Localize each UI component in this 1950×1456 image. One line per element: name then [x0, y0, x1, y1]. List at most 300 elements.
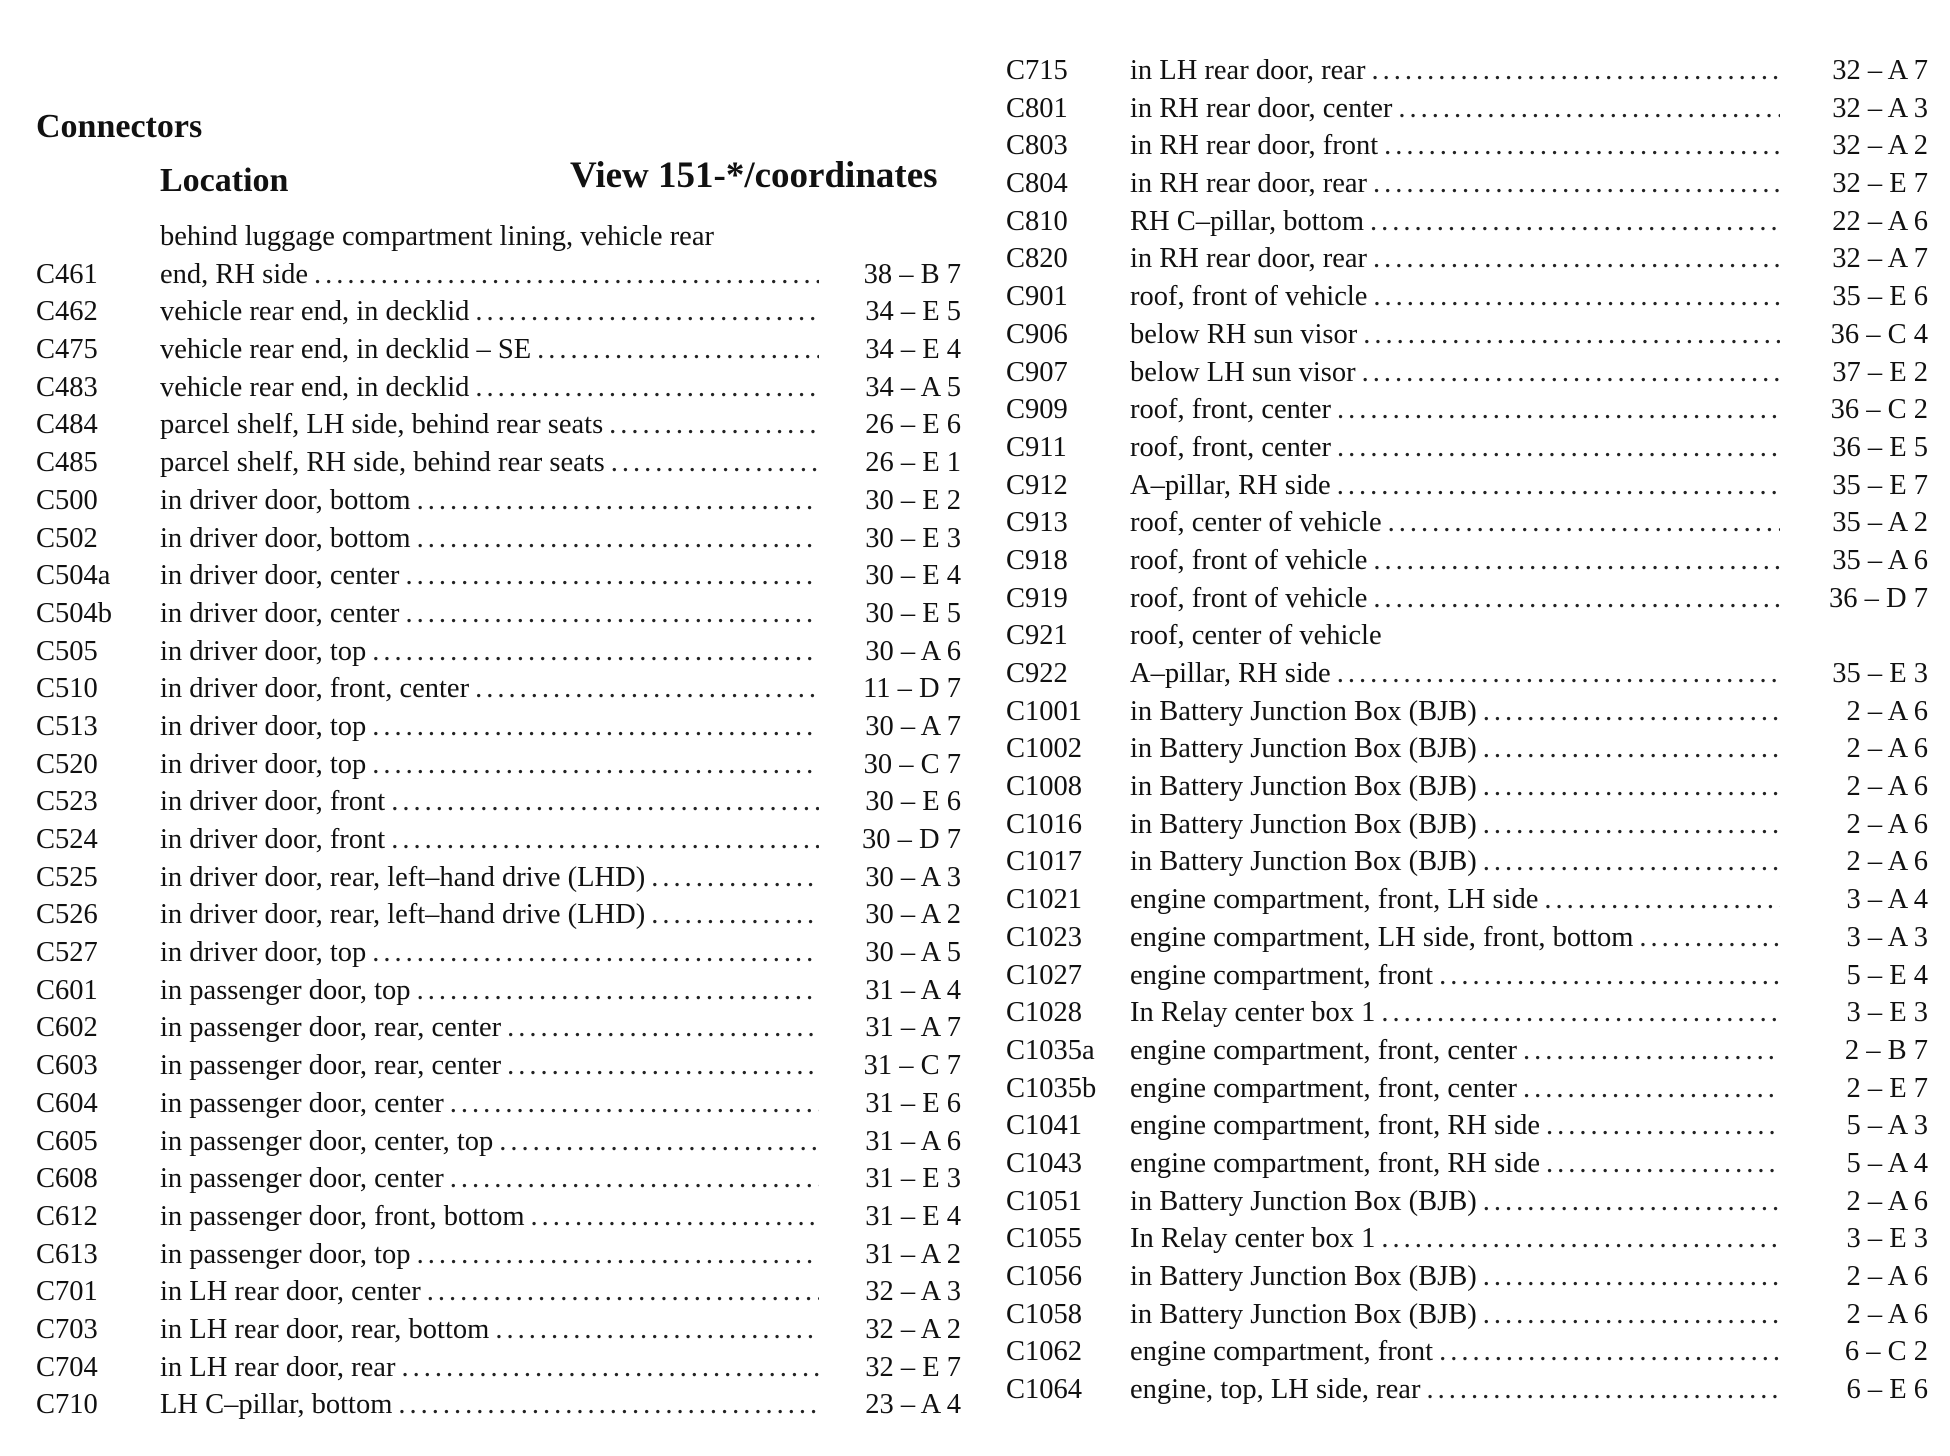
connector-code: C505 [36, 635, 98, 667]
dot-leader [1381, 994, 1780, 1032]
connector-code: C604 [36, 1087, 98, 1119]
connector-code: C510 [36, 673, 98, 705]
connector-row [1006, 1371, 1928, 1409]
view-coordinate: 31 – E 4 [865, 1200, 961, 1232]
dot-leader [398, 1386, 819, 1424]
connector-location [160, 1009, 819, 1047]
connector-row [36, 1311, 961, 1349]
connector-code: C701 [36, 1276, 98, 1308]
connector-code: C1051 [1006, 1185, 1083, 1217]
dot-leader [1373, 278, 1780, 316]
dot-leader [1381, 1220, 1780, 1258]
connector-row [1006, 467, 1928, 505]
dot-leader [1370, 203, 1780, 241]
connector-location [1130, 391, 1780, 429]
connector-code: C801 [1006, 92, 1068, 124]
connector-location-text: in LH rear door, rear [1130, 55, 1366, 86]
dot-leader [1373, 542, 1780, 580]
connector-row [36, 369, 961, 407]
view-coordinate: 2 – B 7 [1844, 1034, 1928, 1066]
connector-row [36, 1386, 961, 1424]
dot-leader [507, 1009, 819, 1047]
connector-row [1006, 1107, 1928, 1145]
connector-location [1130, 90, 1780, 128]
connector-location-text: engine compartment, front [1130, 1336, 1434, 1368]
connector-location-text: in passenger door, center, top [160, 1125, 494, 1157]
connector-location [160, 406, 819, 444]
connector-location [1130, 429, 1780, 467]
dot-leader [475, 369, 819, 407]
view-coordinate: 31 – A 6 [865, 1125, 961, 1157]
connector-row [36, 1047, 961, 1085]
view-coordinate: 31 – E 6 [865, 1087, 961, 1119]
connector-location-text: engine compartment, front, center [1130, 1034, 1517, 1066]
dot-leader [1483, 1183, 1780, 1221]
connector-code: C500 [36, 484, 98, 516]
connector-location-line1: behind luggage compartment lining, vehicle rear [160, 220, 714, 252]
connector-code: C918 [1006, 544, 1068, 576]
connector-row [36, 972, 961, 1010]
view-coordinate: 32 – A 2 [865, 1313, 961, 1345]
connector-location-text: roof, front of vehicle [1130, 544, 1368, 576]
view-coordinate: 2 – A 6 [1846, 771, 1928, 803]
connector-row [36, 331, 961, 369]
connector-code: C810 [1006, 205, 1068, 237]
connector-code: C1021 [1006, 884, 1083, 916]
connector-location [160, 595, 819, 633]
view-coordinate: 2 – A 6 [1846, 1185, 1928, 1217]
connector-location-text: in passenger door, rear, center [160, 1050, 502, 1082]
connector-location [1130, 1333, 1780, 1371]
dot-leader [1371, 52, 1780, 90]
dot-leader [537, 331, 819, 369]
connector-row [1006, 1296, 1928, 1334]
connector-code: C1002 [1006, 733, 1083, 765]
connector-code: C526 [36, 899, 98, 931]
connector-row [36, 1198, 961, 1236]
connector-location [160, 293, 819, 331]
connector-location-text: in passenger door, center [160, 1087, 444, 1119]
connector-row [1006, 806, 1928, 844]
dot-leader [1362, 354, 1780, 392]
view-coordinate: 36 – D 7 [1829, 582, 1928, 614]
dot-leader [401, 1349, 819, 1387]
dot-leader [651, 859, 819, 897]
view-coordinate: 5 – A 4 [1846, 1147, 1928, 1179]
connector-code: C475 [36, 334, 98, 366]
connector-row [1006, 240, 1928, 278]
connector-location-text: in driver door, rear, left–hand drive (LHD) [160, 899, 646, 931]
connector-code: C520 [36, 748, 98, 780]
connector-location-text: parcel shelf, RH side, behind rear seats [160, 447, 605, 479]
view-coordinate: 30 – A 3 [865, 861, 961, 893]
view-coordinate: 23 – A 4 [865, 1389, 961, 1421]
connector-code: C1027 [1006, 959, 1083, 991]
dot-leader [1483, 1296, 1780, 1334]
connector-code: C1043 [1006, 1147, 1083, 1179]
connector-location [160, 934, 819, 972]
connector-location-text: vehicle rear end, in decklid [160, 371, 470, 403]
connector-code: C603 [36, 1050, 98, 1082]
connector-location [160, 670, 819, 708]
left-connector-list [36, 218, 961, 1424]
view-coordinates-column-header: View 151-*/coordinates [570, 155, 938, 196]
dot-leader [1439, 957, 1780, 995]
right-connector-list [1006, 52, 1928, 1409]
connector-location-text: in LH rear door, rear [160, 1351, 396, 1383]
connector-code: C462 [36, 296, 98, 328]
connector-location [160, 783, 819, 821]
view-coordinate: 32 – A 7 [1832, 243, 1928, 275]
connector-location-text: in Battery Junction Box (BJB) [1130, 1261, 1477, 1292]
view-coordinate: 3 – E 3 [1846, 1223, 1928, 1255]
view-coordinate: 32 – A 7 [1832, 55, 1928, 86]
connector-row [36, 1160, 961, 1198]
connector-row [1006, 1070, 1928, 1108]
dot-leader [1483, 806, 1780, 844]
connector-location-text: in Battery Junction Box (BJB) [1130, 1185, 1477, 1217]
connector-location-text: in Battery Junction Box (BJB) [1130, 733, 1477, 765]
connector-code: C461 [36, 258, 98, 290]
connector-row [1006, 203, 1928, 241]
section-title: Connectors [36, 108, 203, 145]
dot-leader [417, 1236, 819, 1274]
connector-location [1130, 919, 1780, 957]
connector-location [1130, 504, 1780, 542]
connector-code: C527 [36, 937, 98, 969]
view-coordinate: 31 – A 4 [865, 974, 961, 1006]
view-coordinate: 32 – A 3 [1832, 92, 1928, 124]
view-coordinate: 2 – A 6 [1846, 808, 1928, 840]
connector-location-text: in Battery Junction Box (BJB) [1130, 771, 1477, 803]
connector-location [1130, 881, 1780, 919]
connector-location-text: in driver door, front [160, 824, 386, 856]
connector-location-text: roof, front, center [1130, 394, 1331, 426]
connector-location-text: vehicle rear end, in decklid [160, 296, 470, 328]
connector-code: C601 [36, 974, 98, 1006]
view-coordinate: 34 – E 4 [865, 334, 961, 366]
connector-row [36, 1123, 961, 1161]
connector-location-text: roof, center of vehicle [1130, 620, 1382, 652]
connector-row [1006, 316, 1928, 354]
dot-leader [1546, 1145, 1780, 1183]
connector-code: C1041 [1006, 1110, 1083, 1142]
connector-row [1006, 1333, 1928, 1371]
connector-code: C921 [1006, 620, 1068, 652]
connector-location [160, 1123, 819, 1161]
connector-row [1006, 843, 1928, 881]
view-coordinate: 2 – A 6 [1846, 733, 1928, 765]
dot-leader [372, 708, 819, 746]
view-coordinate: 30 – A 6 [865, 635, 961, 667]
dot-leader [1388, 504, 1780, 542]
connector-code: C913 [1006, 507, 1068, 539]
connector-code: C524 [36, 824, 98, 856]
connector-row [1006, 1220, 1928, 1258]
view-coordinate: 2 – E 7 [1846, 1072, 1928, 1104]
connector-code: C504b [36, 597, 113, 629]
connector-code: C1035b [1006, 1072, 1097, 1104]
connector-location [160, 746, 819, 784]
connector-location [160, 1160, 819, 1198]
dot-leader [1337, 429, 1780, 467]
connector-code: C715 [1006, 55, 1068, 86]
connector-code: C605 [36, 1125, 98, 1157]
connector-code: C1016 [1006, 808, 1083, 840]
dot-leader [475, 670, 819, 708]
connector-location [1130, 240, 1780, 278]
connector-row [1006, 391, 1928, 429]
connector-location-text: in Battery Junction Box (BJB) [1130, 695, 1477, 727]
connector-location [160, 520, 819, 558]
connector-location-text: parcel shelf, LH side, behind rear seats [160, 409, 604, 441]
dot-leader [651, 896, 819, 934]
connector-code: C912 [1006, 469, 1068, 501]
view-coordinate: 32 – A 2 [1832, 130, 1928, 162]
view-coordinate: 5 – E 4 [1846, 959, 1928, 991]
dot-leader [427, 1273, 819, 1311]
connector-location-text: in Battery Junction Box (BJB) [1130, 846, 1477, 878]
view-coordinate: 35 – A 2 [1832, 507, 1928, 539]
connector-location [1130, 1183, 1780, 1221]
view-coordinate: 32 – A 3 [865, 1276, 961, 1308]
view-coordinate: 32 – E 7 [1832, 168, 1928, 200]
connector-row [1006, 354, 1928, 392]
view-coordinate: 30 – E 4 [865, 560, 961, 592]
connector-code: C1058 [1006, 1298, 1083, 1330]
dot-leader [1337, 655, 1780, 693]
view-coordinate: 2 – A 6 [1846, 695, 1928, 727]
view-coordinate: 30 – A 7 [865, 710, 961, 742]
connector-location-text: vehicle rear end, in decklid – SE [160, 334, 532, 366]
connector-row [36, 218, 961, 293]
connector-location [160, 1198, 819, 1236]
connector-location-text: in driver door, front [160, 786, 386, 818]
connector-location [1130, 127, 1780, 165]
connector-row [1006, 504, 1928, 542]
connector-location [160, 708, 819, 746]
dot-leader [372, 746, 819, 784]
connector-location-text: below RH sun visor [1130, 318, 1358, 350]
view-coordinate: 30 – E 2 [865, 484, 961, 516]
connector-code: C502 [36, 522, 98, 554]
connector-code: C1035a [1006, 1034, 1095, 1066]
connector-row [36, 708, 961, 746]
connector-location [1130, 1296, 1780, 1334]
connector-code: C484 [36, 409, 98, 441]
connector-location [160, 821, 819, 859]
connector-row [36, 520, 961, 558]
connector-location [1130, 957, 1780, 995]
connector-row [36, 482, 961, 520]
connector-code: C1062 [1006, 1336, 1083, 1368]
connector-location [1130, 730, 1780, 768]
dot-leader [391, 783, 819, 821]
connector-row [1006, 52, 1928, 90]
connector-code: C485 [36, 447, 98, 479]
connector-row [1006, 127, 1928, 165]
dot-leader [1483, 730, 1780, 768]
connector-code: C504a [36, 560, 111, 592]
connector-location-text: In Relay center box 1 [1130, 997, 1376, 1029]
connector-location [160, 482, 819, 520]
dot-leader [1426, 1371, 1780, 1409]
connector-location-text: roof, front, center [1130, 431, 1331, 463]
connector-code: C804 [1006, 168, 1068, 200]
connector-location-text: engine compartment, front, LH side [1130, 884, 1539, 916]
dot-leader [495, 1311, 819, 1349]
connector-code: C608 [36, 1163, 98, 1195]
connector-code: C602 [36, 1012, 98, 1044]
connector-row [1006, 617, 1928, 655]
connector-row [36, 406, 961, 444]
view-coordinate: 36 – E 5 [1832, 431, 1928, 463]
connector-location-text: roof, center of vehicle [1130, 507, 1382, 539]
dot-leader [450, 1085, 819, 1123]
connector-location [160, 1085, 819, 1123]
connector-location-text: in driver door, center [160, 560, 400, 592]
connector-location-text: in passenger door, top [160, 974, 411, 1006]
view-coordinate: 30 – D 7 [862, 824, 961, 856]
view-coordinate: 6 – C 2 [1844, 1336, 1928, 1368]
connector-code: C1023 [1006, 921, 1083, 953]
connector-location [1130, 580, 1780, 618]
dot-leader [1523, 1070, 1780, 1108]
connector-location-text: in RH rear door, rear [1130, 243, 1368, 275]
connector-location [160, 1311, 819, 1349]
dot-leader [1373, 580, 1780, 618]
dot-leader [405, 557, 819, 595]
connector-code: C1028 [1006, 997, 1083, 1029]
view-coordinate: 38 – B 7 [863, 258, 961, 290]
connector-location-text: A–pillar, RH side [1130, 469, 1331, 501]
connector-location [1130, 467, 1780, 505]
connector-location [160, 218, 819, 293]
dot-leader [1483, 1258, 1780, 1296]
connector-location [1130, 542, 1780, 580]
connector-location [160, 972, 819, 1010]
connector-code: C612 [36, 1200, 98, 1232]
connector-location-text: in Battery Junction Box (BJB) [1130, 1298, 1477, 1330]
view-coordinate: 2 – A 6 [1846, 1261, 1928, 1292]
view-coordinate: 31 – E 3 [865, 1163, 961, 1195]
connector-code: C710 [36, 1389, 98, 1421]
connector-location-text: in passenger door, center [160, 1163, 444, 1195]
connector-row [36, 821, 961, 859]
connector-location-text: in driver door, front, center [160, 673, 470, 705]
dot-leader [475, 293, 819, 331]
connector-location-text: in RH rear door, center [1130, 92, 1393, 124]
dot-leader [1483, 693, 1780, 731]
connector-location [160, 369, 819, 407]
connector-row [36, 444, 961, 482]
dot-leader [1398, 90, 1780, 128]
connector-location-text: engine, top, LH side, rear [1130, 1374, 1421, 1406]
dot-leader [1373, 165, 1780, 203]
view-coordinate: 35 – E 3 [1832, 658, 1928, 689]
connector-row [36, 934, 961, 972]
connector-code: C1056 [1006, 1261, 1083, 1292]
connector-location-text: in RH rear door, rear [1130, 168, 1368, 200]
dot-leader [450, 1160, 819, 1198]
connector-code: C922 [1006, 658, 1068, 689]
connector-location [1130, 1220, 1780, 1258]
view-coordinate: 30 – A 5 [865, 937, 961, 969]
connector-code: C906 [1006, 318, 1068, 350]
connector-location [1130, 1258, 1780, 1296]
dot-leader [1544, 881, 1780, 919]
dot-leader [1523, 1032, 1780, 1070]
connector-location [1130, 843, 1780, 881]
view-coordinate: 30 – C 7 [863, 748, 961, 780]
connector-location [1130, 316, 1780, 354]
connector-location [1130, 52, 1780, 90]
connector-location-text: in LH rear door, rear, bottom [160, 1313, 490, 1345]
connector-location [1130, 1145, 1780, 1183]
connector-row [36, 746, 961, 784]
connector-location [160, 557, 819, 595]
connector-row [1006, 693, 1928, 731]
connector-location-text: in passenger door, rear, center [160, 1012, 502, 1044]
connector-location [160, 1349, 819, 1387]
connector-row [36, 595, 961, 633]
connector-location-text: RH C–pillar, bottom [1130, 205, 1364, 237]
dot-leader [417, 520, 819, 558]
connector-code: C909 [1006, 394, 1068, 426]
connector-row [1006, 1032, 1928, 1070]
connector-location [160, 896, 819, 934]
connector-location [1130, 354, 1780, 392]
connector-location-text: end, RH side [160, 258, 309, 290]
connector-row [36, 1009, 961, 1047]
connector-location [1130, 1070, 1780, 1108]
connector-location [1130, 806, 1780, 844]
dot-leader [1337, 391, 1780, 429]
view-coordinate: 32 – E 7 [865, 1351, 961, 1383]
dot-leader [1337, 467, 1780, 505]
connector-row [36, 293, 961, 331]
dot-leader [417, 482, 819, 520]
connector-location-text: in driver door, bottom [160, 484, 411, 516]
view-coordinate: 31 – C 7 [863, 1050, 961, 1082]
connector-row [36, 1349, 961, 1387]
connector-location-text: in passenger door, front, bottom [160, 1200, 525, 1232]
view-coordinate: 30 – A 2 [865, 899, 961, 931]
connector-location [160, 444, 819, 482]
connector-code: C911 [1006, 431, 1067, 463]
connector-row [1006, 655, 1928, 693]
connector-location-text: in Battery Junction Box (BJB) [1130, 808, 1477, 840]
connector-location [160, 1273, 819, 1311]
connector-location-text: below LH sun visor [1130, 356, 1356, 388]
connector-code: C803 [1006, 130, 1068, 162]
connector-location [160, 633, 819, 671]
dot-leader [372, 633, 819, 671]
connector-code: C525 [36, 861, 98, 893]
view-coordinate: 30 – E 6 [865, 786, 961, 818]
connector-location [1130, 655, 1780, 693]
dot-leader [609, 406, 819, 444]
view-coordinate: 30 – E 3 [865, 522, 961, 554]
connector-location [1130, 693, 1780, 731]
connector-location [1130, 1107, 1780, 1145]
connector-location [1130, 617, 1780, 655]
view-coordinate: 22 – A 6 [1832, 205, 1928, 237]
view-coordinate: 37 – E 2 [1832, 356, 1928, 388]
view-coordinate: 11 – D 7 [863, 673, 961, 705]
connector-row [36, 557, 961, 595]
connector-location-text: in driver door, top [160, 635, 367, 667]
